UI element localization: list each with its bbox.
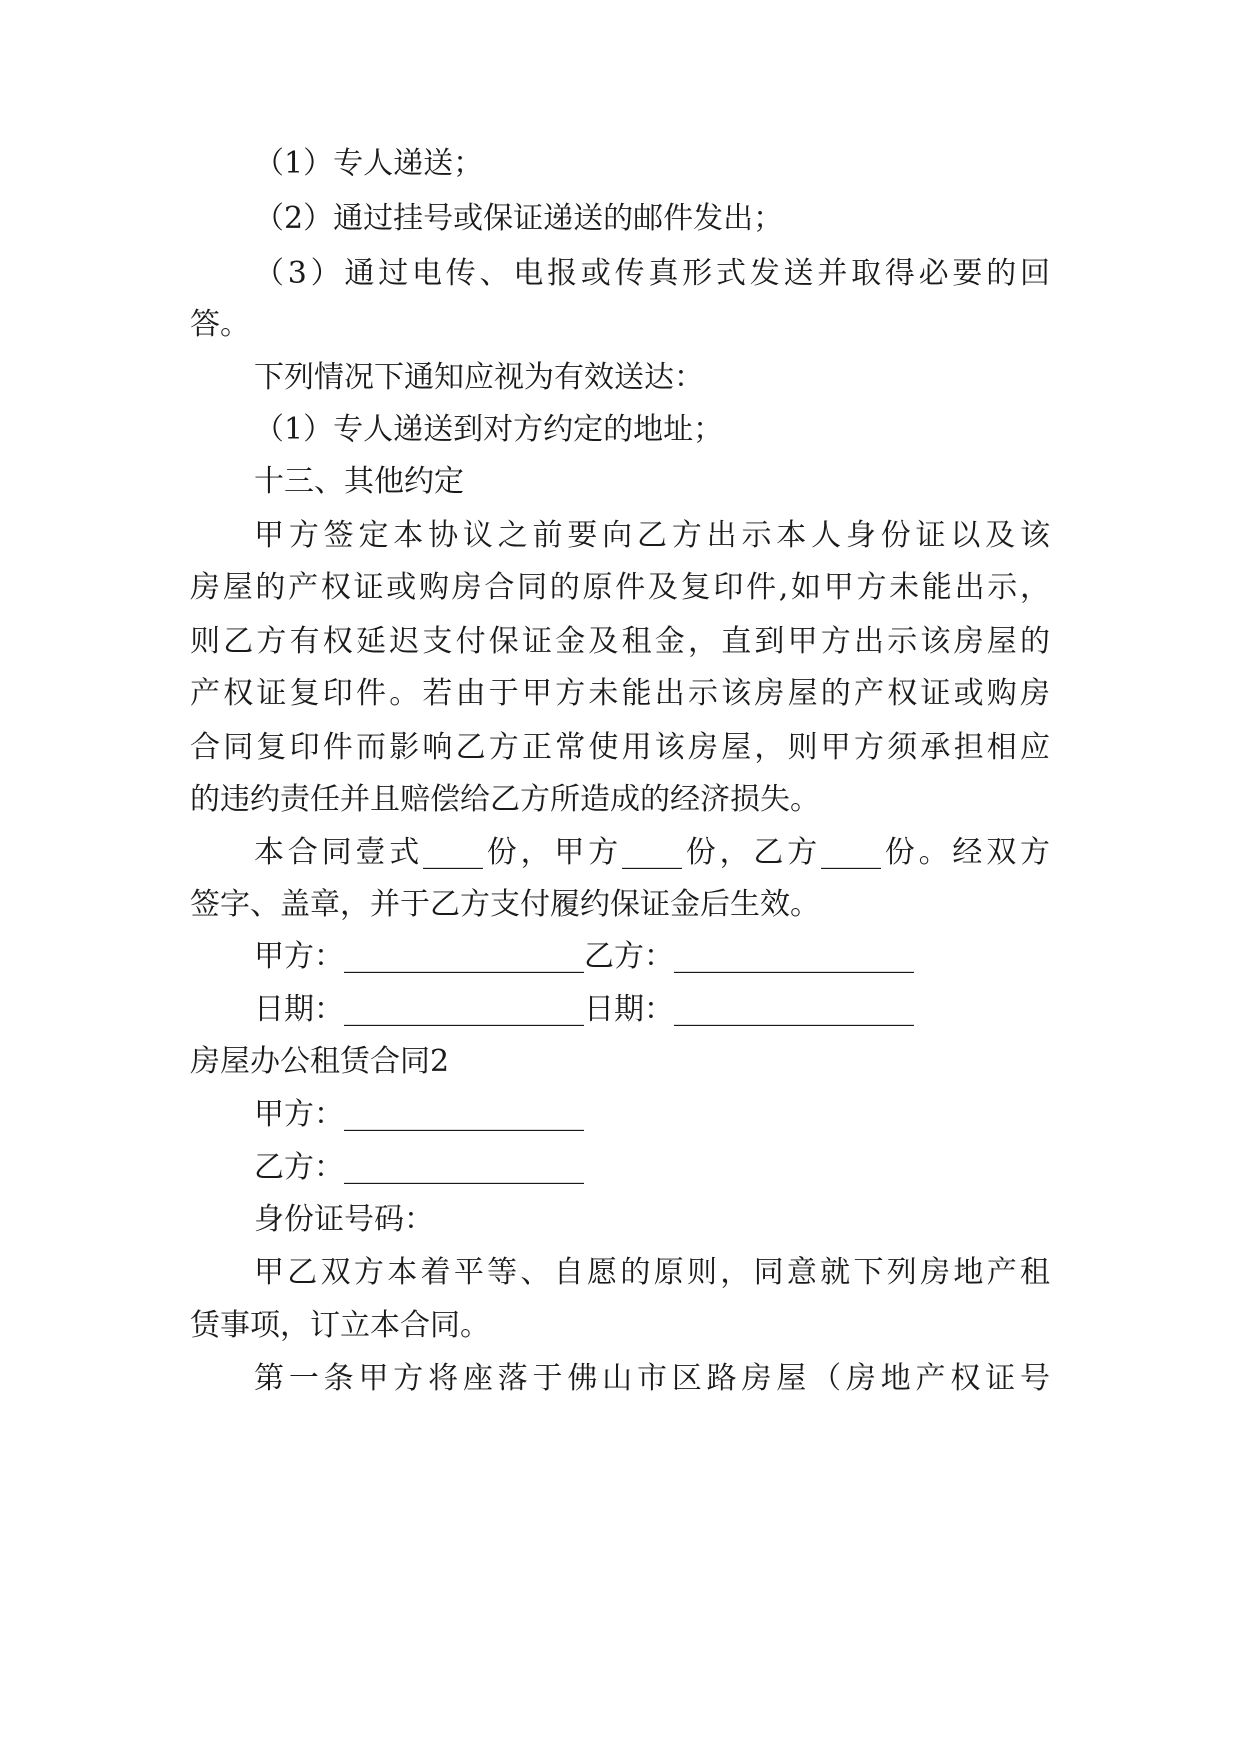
paragraph-other-terms-line-3: 则乙方有权延迟支付保证金及租金，直到甲方出示该房屋的 (190, 624, 1050, 659)
list-item-telex-fax-continued: 答。 (190, 307, 250, 342)
paragraph-other-terms-line-5: 合同复印件而影响乙方正常使用该房屋，则甲方须承担相应 (190, 730, 1050, 765)
section-heading-other-terms: 十三、其他约定 (254, 464, 464, 499)
list-item-telex-fax: （3）通过电传、电报或传真形式发送并取得必要的回 (254, 256, 1050, 291)
paragraph-effective-delivery: 下列情况下通知应视为有效送达： (254, 360, 704, 395)
paragraph-other-terms-line-4: 产权证复印件。若由于甲方未能出示该房屋的产权证或购房 (190, 676, 1050, 711)
paragraph-copies-line-1: 本合同壹式____份，甲方____份，乙方____份。经双方 (254, 835, 1050, 870)
list-item-registered-mail: （2）通过挂号或保证递送的邮件发出； (254, 201, 784, 236)
paragraph-principles-line-1: 甲乙双方本着平等、自愿的原则，同意就下列房地产租 (254, 1255, 1050, 1290)
contract-title: 房屋办公租赁合同2 (190, 1044, 450, 1079)
list-item-delivered-to-address: （1）专人递送到对方约定的地址； (254, 412, 724, 447)
article-one-line-1: 第一条甲方将座落于佛山市区路房屋（房地产权证号 (254, 1361, 1050, 1396)
paragraph-other-terms-line-2: 房屋的产权证或购房合同的原件及复印件,如甲方未能出示， (190, 570, 1050, 605)
party-b-field: 乙方：________________ (254, 1150, 584, 1185)
paragraph-other-terms-line-1: 甲方签定本协议之前要向乙方出示本人身份证以及该 (254, 518, 1050, 553)
paragraph-other-terms-line-6: 的违约责任并且赔偿给乙方所造成的经济损失。 (190, 782, 820, 817)
signature-date-row: 日期：________________日期：________________ (254, 992, 914, 1027)
paragraph-copies-line-2: 签字、盖章，并于乙方支付履约保证金后生效。 (190, 887, 820, 922)
signature-party-row: 甲方：________________乙方：________________ (254, 939, 914, 974)
paragraph-principles-line-2: 赁事项，订立本合同。 (190, 1308, 490, 1343)
party-a-field: 甲方：________________ (254, 1097, 584, 1132)
id-number-field: 身份证号码： (254, 1202, 434, 1237)
list-item-personal-delivery: （1）专人递送； (254, 146, 484, 181)
